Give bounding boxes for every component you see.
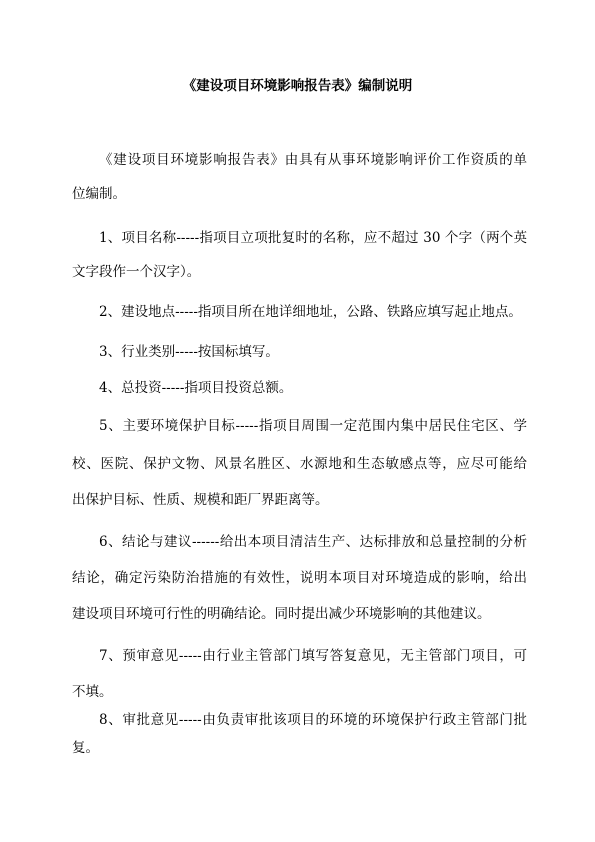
document-title: 《建设项目环境影响报告表》编制说明 (182, 78, 413, 94)
item-7-line-2: 不填。 (72, 684, 113, 700)
item-6-line-1: 6、结论与建议------给出本项目清洁生产、达标排放和总量控制的分析 (99, 534, 527, 550)
item-7-line-1: 7、预审意见-----由行业主管部门填写答复意见，无主管部门项目，可 (99, 648, 527, 664)
item-5-line-1: 5、主要环境保护目标-----指项目周围一定范围内集中居民住宅区、学 (99, 418, 527, 434)
item-5-line-2: 校、医院、保护文物、风景名胜区、水源地和生态敏感点等，应尽可能给 (72, 456, 527, 472)
item-8-line-1: 8、审批意见-----由负责审批该项目的环境的环境保护行政主管部门批 (99, 712, 527, 728)
item-6-line-3: 建设项目环境可行性的明确结论。同时提出减少环境影响的其他建议。 (72, 606, 491, 622)
paragraph-intro-line-2: 位编制。 (72, 186, 126, 202)
item-2-line-1: 2、建设地点-----指项目所在地详细地址，公路、铁路应填写起止地点。 (99, 304, 522, 320)
paragraph-intro-line-1: 《建设项目环境影响报告表》由具有从事环境影响评价工作资质的单 (99, 152, 527, 168)
item-8-line-2: 复。 (72, 740, 99, 756)
item-3-line-1: 3、行业类别-----按国标填写。 (99, 344, 279, 360)
item-1-line-1: 1、项目名称-----指项目立项批复时的名称，应不超过 30 个字（两个英 (99, 230, 527, 246)
item-1-line-2: 文字段作一个汉字）。 (72, 264, 201, 280)
item-4-line-1: 4、总投资-----指项目投资总额。 (99, 380, 293, 396)
item-5-line-3: 出保护目标、性质、规模和距厂界距离等。 (72, 492, 329, 508)
item-6-line-2: 结论，确定污染防治措施的有效性，说明本项目对环境造成的影响，给出 (72, 570, 527, 586)
